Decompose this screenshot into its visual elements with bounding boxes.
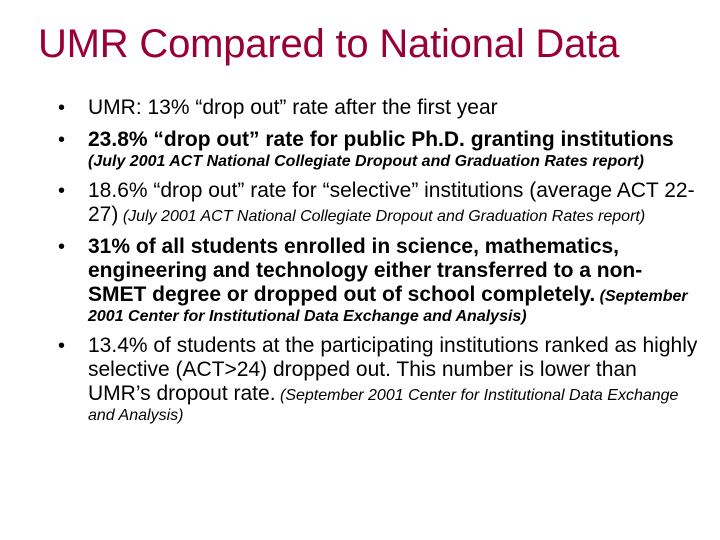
bullet-item [58, 235, 698, 326]
bullet-dot-icon: • [58, 129, 66, 151]
bullet-dot-icon: • [58, 236, 66, 258]
bullet-dot-icon: • [58, 97, 66, 119]
bullet-dot-icon: • [58, 335, 66, 357]
bullet-dot-icon: • [58, 180, 66, 202]
bullet-text: 18.6% “drop out” rate for “selective” institutions (average ACT 22-27) [88, 179, 695, 226]
bullet-item [58, 179, 698, 227]
slide-title: UMR Compared to National Data [38, 22, 620, 66]
bullet-citation: (September 2001 Center for Institutional Data Exchange and Analysis) [88, 387, 679, 424]
bullet-citation: (July 2001 ACT National Collegiate Dropout and Graduation Rates report) [122, 208, 646, 225]
bullet-citation: (September 2001 Center for Institutional Data Exchange and Analysis) [88, 288, 688, 325]
bullet-list [58, 96, 698, 433]
bullet-text: 31% of all students enrolled in science, mathematics, engineering and technology either transferred to a non-SMET degree or dropped out of school completely. [88, 235, 643, 306]
bullet-text: 13.4% of students at the participating institutions ranked as highly selective (ACT>24) dropped out. This number is lower than UMR’s dropout rate. [88, 334, 698, 405]
bullet-text: 23.8% “drop out” rate for public Ph.D. granting institutions [88, 128, 674, 151]
bullet-item [58, 128, 698, 171]
bullet-citation: (July 2001 ACT National Collegiate Dropout and Graduation Rates report) [88, 153, 644, 170]
bullet-text: UMR: 13% “drop out” rate after the first year [88, 96, 498, 119]
bullet-item [58, 96, 698, 120]
bullet-item [58, 334, 698, 425]
